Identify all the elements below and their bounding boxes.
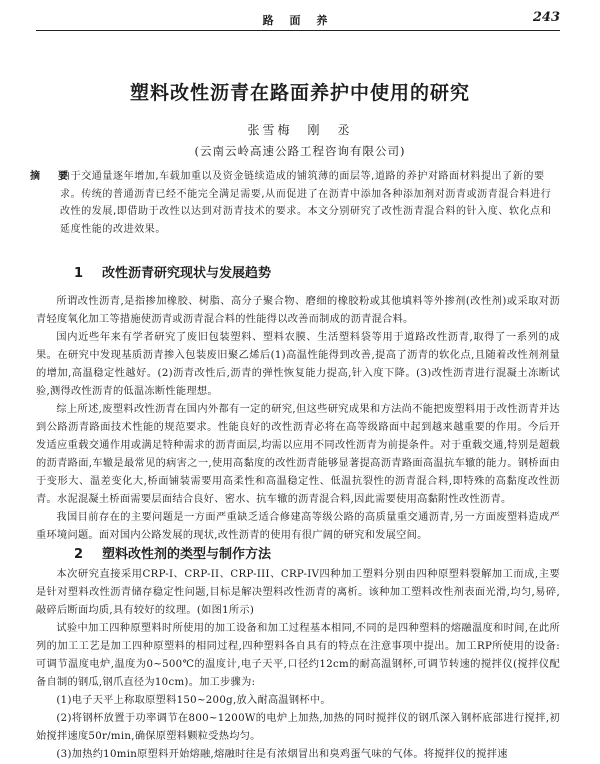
article-affiliation: (云南云岭高速公路工程咨询有限公司) — [194, 144, 406, 158]
section-1-body — [36, 293, 560, 545]
running-head — [36, 10, 560, 31]
section-heading-1 — [74, 262, 271, 281]
section-title: 塑料改性剂的类型与制作方法 — [102, 547, 272, 562]
article-authors: 张雪梅 刚 丞 — [247, 123, 353, 137]
journal-name: 路 面 养 — [262, 14, 334, 27]
paragraph: 试验中加工四种原塑料时所使用的加工设备和加工过程基本相同,不同的是四种塑料的熔融温度和时间,在此所列的加工工艺是加工四种原塑料的相同过程,四种塑料各自具有的特点在注意事项中提出。加工RP所使用的设备:可调节温度电炉,温度为0~500℃的温度计,电子天平,口径约12cm的耐高温钢杯,可调节转速的搅拌仪(搅拌仪配备自制的钢瓜,钢爪直径为10cm)。加工步骤为: — [36, 623, 560, 688]
article-title: 塑料改性沥青在路面养护中使用的研究 — [129, 82, 470, 104]
paragraph: (2)将钢杯放置于功率调节在800~1200W的电炉上加热,加热的同时搅拌仪的钢爪深入钢杯底部进行搅拌,初始搅拌速度50r/min,确保原塑料颗粒受热均匀。 — [36, 713, 560, 742]
paragraph: 国内近些年来有学者研究了废旧包装塑料、塑料农膜、生活塑料袋等用于道路改性沥青,取得了一系列的成果。在研究中发现基质沥青掺入包装废旧聚乙烯后(1)高温性能得到改善,提高了沥青的软化点,且随着改性剂剂量的增加,高温稳定性越好。(2)沥青改性后,沥青的弹性恢复能力提高,针入度下降。(3)改性沥青进行混凝土冻断试验,测得改性沥青的低温冻断性能理想。 — [36, 332, 560, 397]
abstract-label: 摘 要 — [30, 171, 72, 182]
abstract — [30, 168, 560, 238]
page-number: 243 — [532, 10, 560, 25]
paragraph: (1)电子天平上称取原塑料150~200g,放入耐高温钢杯中。 — [56, 695, 331, 706]
section-heading-2 — [74, 543, 271, 562]
paragraph: 本次研究直接采用CRP-I、CRP-II、CRP-III、CRP-IV四种加工塑料分别由四种原塑料裂解加工而成,主要是针对塑料改性沥青储存稳定性问题,目标是解决塑料改性沥青的离析。该种加工塑料改性剂表面光滑,均匀,易碎,敲碎后断面均质,具有较好的纹理。(如图1所示) — [36, 569, 560, 616]
paragraph: 我国目前存在的主要问题是一方面严重缺乏适合修建高等级公路的高质量重交通沥青,另一方面废塑料造成严重环境问题。面对国内公路发展的现状,改性沥青的使用有很广阔的研究和发展空间。 — [36, 512, 560, 541]
section-number: 1 — [74, 266, 84, 281]
section-number: 2 — [74, 547, 84, 562]
abstract-text: 由于交通量逐年增加,车载加重以及资金链续造成的铺筑薄的面层等,道路的养护对路面材料提出了新的要求。传统的普通沥青已经不能完全满足需要,从而促进了在沥青中添加各种添加剂对沥青或沥青混合料进行改性的发展,即借助于改性以达到对沥青技术的要求。本文分别研究了改性沥青混合料的针入度、软化点和延度性能的改进效果。 — [60, 171, 552, 235]
section-title: 改性沥青研究现状与发展趋势 — [102, 266, 272, 281]
paragraph: 所谓改性沥青,是指掺加橡胶、树脂、高分子聚合物、磨细的橡胶粉或其他填料等外掺剂(改性剂)或采取对沥青轻度氧化加工等措施使沥青或沥青混合料的性能得以改善而制成的沥青混合料。 — [36, 296, 560, 325]
section-2-body — [36, 566, 560, 764]
paragraph: 综上所述,废塑料改性沥青在国内外都有一定的研究,但这些研究成果和方法尚不能把废塑料用于改性沥青并达到公路沥青路面技术性能的规范要求。性能良好的改性沥青必将在高等级路面中起到越来越重要的作用。今后开发适应重载交通作用或满足特种需求的沥青面层,均需以应用不同改性沥青为前提条件。对于重载交通,特别是超载的沥青路面,车辙是最常见的病害之一,使用高黏度的改性沥青能够显著提高沥青路面高温抗车辙的能力。钢桥面由于变形大、温差变化大,桥面铺装需要用高柔性和高温稳定性、低温抗裂性的沥青混合料,即特殊的高黏度改性沥青。水泥混凝土桥面需要层面结合良好、密水、抗车辙的沥青混合料,因此需要使用高黏附性改性沥青。 — [36, 404, 560, 505]
paragraph: (3)加热约10min原塑料开始熔融,熔融时往是有浓烟冒出和臭鸡蛋气味的气体。将搅拌仪的搅拌速 — [56, 749, 508, 760]
